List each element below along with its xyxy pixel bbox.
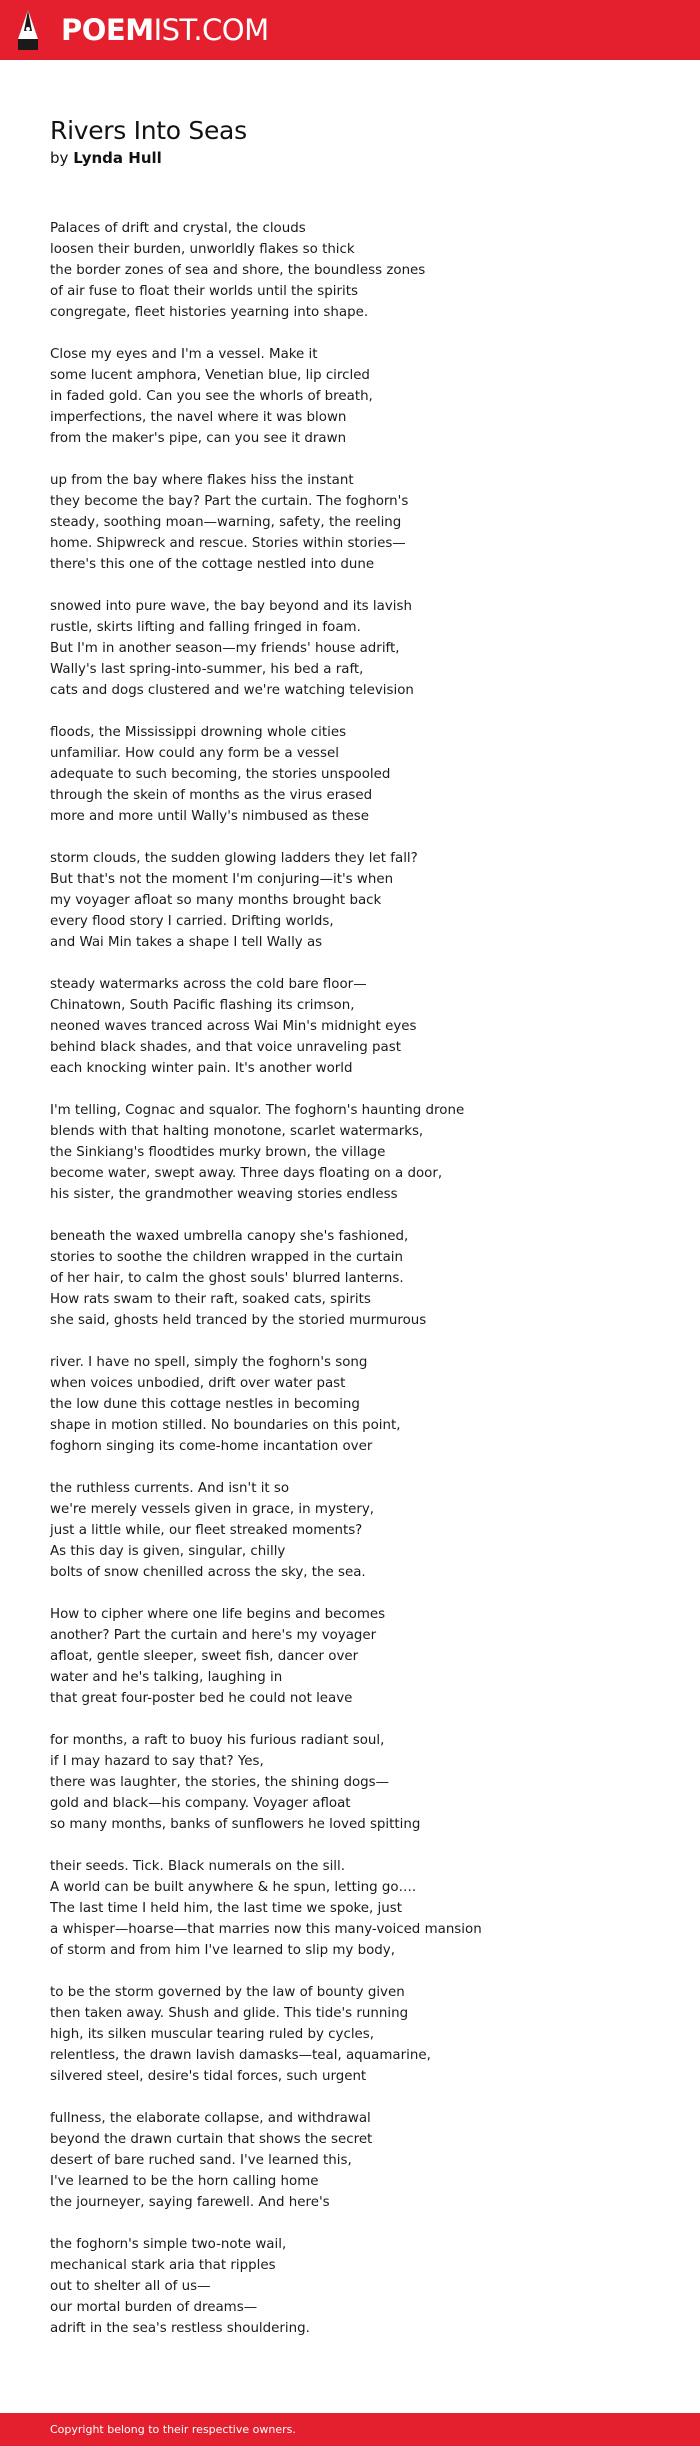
poem-line: for months, a raft to buoy his furious radiant soul, (50, 1733, 385, 1748)
poem-line: of air fuse to float their worlds until the spirits (50, 284, 358, 299)
poem-line: Palaces of drift and crystal, the clouds (50, 221, 306, 236)
byline (50, 148, 162, 168)
poem-line: silvered steel, desire's tidal forces, such urgent (50, 2069, 367, 2084)
stanza (50, 848, 670, 953)
stanza (50, 1604, 670, 1709)
poem-body (50, 218, 670, 2360)
poem-line: relentless, the drawn lavish damasks—teal, aquamarine, (50, 2048, 431, 2063)
poem-line: then taken away. Shush and glide. This tide's running (50, 2006, 409, 2021)
site-logo[interactable] (61, 12, 269, 48)
poem-line: of her hair, to calm the ghost souls' blurred lanterns. (50, 1271, 404, 1286)
poem-line: high, its silken muscular tearing ruled by cycles, (50, 2027, 375, 2042)
poem-line: But I'm in another season—my friends' house adrift, (50, 641, 400, 656)
poem-line: the ruthless currents. And isn't it so (50, 1481, 290, 1496)
poem-line: so many months, banks of sunflowers he loved spitting (50, 1817, 421, 1832)
poem-line: out to shelter all of us— (50, 2279, 211, 2294)
poem-line: steady, soothing moan—warning, safety, the reeling (50, 515, 402, 530)
poem-line: my voyager afloat so many months brought back (50, 893, 382, 908)
poem-line: cats and dogs clustered and we're watching television (50, 683, 414, 698)
stanza (50, 1856, 670, 1961)
stanza (50, 2108, 670, 2213)
poem-line: the border zones of sea and shore, the boundless zones (50, 263, 426, 278)
stanza (50, 1478, 670, 1583)
poem-line: when voices unbodied, drift over water past (50, 1376, 346, 1391)
poem-line: from the maker's pipe, can you see it drawn (50, 431, 347, 446)
poem-line: that great four-poster bed he could not leave (50, 1691, 353, 1706)
poem-line: they become the bay? Part the curtain. The foghorn's (50, 494, 409, 509)
poem-line: A world can be built anywhere & he spun, letting go…. (50, 1880, 417, 1895)
poem-line: As this day is given, singular, chilly (50, 1544, 286, 1559)
poem-line: Close my eyes and I'm a vessel. Make it (50, 347, 318, 362)
stanza (50, 344, 670, 449)
poem-line: Wally's last spring-into-summer, his bed a raft, (50, 662, 364, 677)
copyright-text: Copyright belong to their respective owners. (50, 2423, 296, 2436)
logo-bold-text: POEM (61, 13, 154, 47)
poem-line: the low dune this cottage nestles in becoming (50, 1397, 360, 1412)
poem-line: fullness, the elaborate collapse, and withdrawal (50, 2111, 371, 2126)
poem-line: unfamiliar. How could any form be a vessel (50, 746, 339, 761)
stanza (50, 1226, 670, 1331)
poem-line: How rats swam to their raft, soaked cats, spirits (50, 1292, 371, 1307)
poem-line: adequate to such becoming, the stories unspooled (50, 767, 391, 782)
poem-line: afloat, gentle sleeper, sweet fish, dancer over (50, 1649, 359, 1664)
poem-line: up from the bay where flakes hiss the instant (50, 473, 354, 488)
stanza (50, 1352, 670, 1457)
poem-line: I'm telling, Cognac and squalor. The foghorn's haunting drone (50, 1103, 465, 1118)
stanza (50, 974, 670, 1079)
author-name: Lynda Hull (73, 149, 162, 167)
poem-line: the foghorn's simple two-note wail, (50, 2237, 287, 2252)
poem-line: another? Part the curtain and here's my voyager (50, 1628, 377, 1643)
poem-line: home. Shipwreck and rescue. Stories within stories— (50, 536, 406, 551)
stanza (50, 218, 670, 323)
poem-line: storm clouds, the sudden glowing ladders they let fall? (50, 851, 418, 866)
poem-line: blends with that halting monotone, scarlet watermarks, (50, 1124, 424, 1139)
stanza (50, 1100, 670, 1205)
poem-line: the Sinkiang's floodtides murky brown, the village (50, 1145, 386, 1160)
poem-line: shape in motion stilled. No boundaries on this point, (50, 1418, 401, 1433)
poem-line: imperfections, the navel where it was blown (50, 410, 347, 425)
poem-line: mechanical stark aria that ripples (50, 2258, 276, 2273)
stanza (50, 1982, 670, 2087)
poem-line: gold and black—his company. Voyager afloat (50, 1796, 351, 1811)
poem-line: become water, swept away. Three days floating on a door, (50, 1166, 443, 1181)
poem-line: of storm and from him I've learned to slip my body, (50, 1943, 395, 1958)
site-header (0, 0, 700, 60)
poem-line: there was laughter, the stories, the shining dogs— (50, 1775, 390, 1790)
logo-light-text: IST.COM (153, 13, 269, 47)
poem-line: the journeyer, saying farewell. And here's (50, 2195, 330, 2210)
poem-line: neoned waves tranced across Wai Min's midnight eyes (50, 1019, 417, 1034)
poem-line: if I may hazard to say that? Yes, (50, 1754, 264, 1769)
poem-line: to be the storm governed by the law of bounty given (50, 1985, 405, 2000)
poem-line: water and he's talking, laughing in (50, 1670, 283, 1685)
poem-line: more and more until Wally's nimbused as these (50, 809, 369, 824)
poem-line: foghorn singing its come-home incantation over (50, 1439, 373, 1454)
poem-line: rustle, skirts lifting and falling fringed in foam. (50, 620, 361, 635)
poem-line: loosen their burden, unworldly flakes so thick (50, 242, 355, 257)
poem-line: in faded gold. Can you see the whorls of breath, (50, 389, 373, 404)
poem-line: But that's not the moment I'm conjuring—it's when (50, 872, 394, 887)
poem-line: there's this one of the cottage nestled into dune (50, 557, 375, 572)
stanza (50, 1730, 670, 1835)
poem-title: Rivers Into Seas (50, 116, 247, 145)
by-label: by (50, 149, 69, 167)
poem-line: some lucent amphora, Venetian blue, lip circled (50, 368, 370, 383)
poem-line: his sister, the grandmother weaving stories endless (50, 1187, 398, 1202)
poem-line: snowed into pure wave, the bay beyond and its lavish (50, 599, 412, 614)
poem-line: we're merely vessels given in grace, in mystery, (50, 1502, 375, 1517)
poem-line: beneath the waxed umbrella canopy she's fashioned, (50, 1229, 409, 1244)
poem-line: every flood story I carried. Drifting worlds, (50, 914, 334, 929)
poem-line: and Wai Min takes a shape I tell Wally as (50, 935, 323, 950)
poem-line: The last time I held him, the last time we spoke, just (50, 1901, 402, 1916)
stanza (50, 722, 670, 827)
poem-line: stories to soothe the children wrapped in the curtain (50, 1250, 403, 1265)
poem-line: I've learned to be the horn calling home (50, 2174, 319, 2189)
poem-line: our mortal burden of dreams— (50, 2300, 258, 2315)
poem-line: just a little while, our fleet streaked moments? (50, 1523, 363, 1538)
poem-line: adrift in the sea's restless shouldering. (50, 2321, 310, 2336)
poem-line: Chinatown, South Pacific flashing its crimson, (50, 998, 355, 1013)
poem-line: river. I have no spell, simply the foghorn's song (50, 1355, 368, 1370)
poem-line: behind black shades, and that voice unraveling past (50, 1040, 401, 1055)
poem-line: steady watermarks across the cold bare floor— (50, 977, 367, 992)
poem-line: their seeds. Tick. Black numerals on the sill. (50, 1859, 345, 1874)
pen-nib-icon[interactable] (17, 9, 39, 51)
poem-line: floods, the Mississippi drowning whole cities (50, 725, 347, 740)
poem-line: How to cipher where one life begins and becomes (50, 1607, 386, 1622)
stanza (50, 470, 670, 575)
poem-line: bolts of snow chenilled across the sky, the sea. (50, 1565, 366, 1580)
poem-line: congregate, fleet histories yearning into shape. (50, 305, 369, 320)
poem-line: she said, ghosts held tranced by the storied murmurous (50, 1313, 427, 1328)
stanza (50, 2234, 670, 2339)
stanza (50, 596, 670, 701)
poem-line: each knocking winter pain. It's another world (50, 1061, 353, 1076)
poem-line: a whisper—hoarse—that marries now this many-voiced mansion (50, 1922, 482, 1937)
site-footer (0, 2413, 700, 2446)
poem-line: through the skein of months as the virus erased (50, 788, 373, 803)
poem-line: desert of bare ruched sand. I've learned this, (50, 2153, 352, 2168)
poem-line: beyond the drawn curtain that shows the secret (50, 2132, 373, 2147)
